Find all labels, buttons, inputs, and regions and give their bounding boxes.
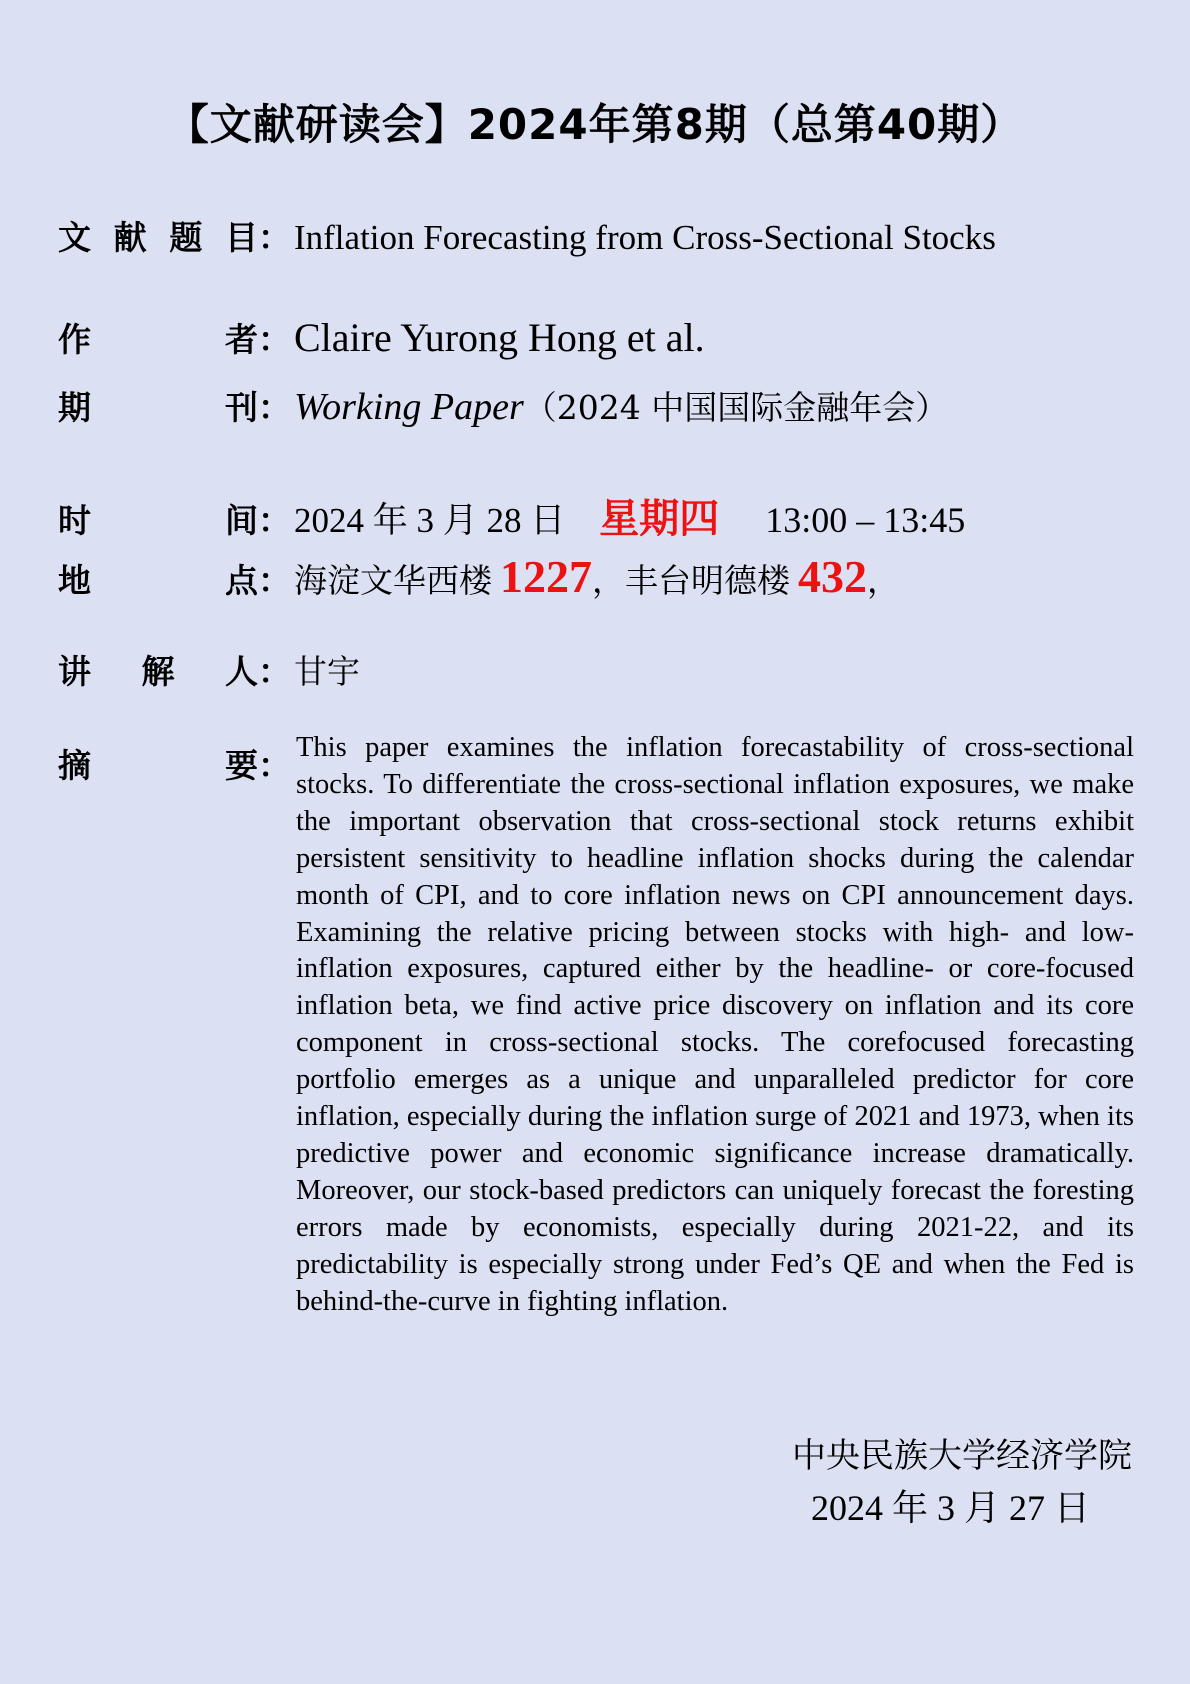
colon: ： bbox=[258, 652, 291, 691]
colon: ： bbox=[258, 388, 291, 427]
place-value bbox=[294, 550, 900, 603]
place-row bbox=[58, 550, 1138, 603]
page-title: 【文献研读会】2024年第8期（总第40期） bbox=[166, 100, 1024, 149]
topic-row bbox=[58, 212, 1138, 259]
hours-text: 13:00 – 13:45 bbox=[765, 500, 966, 540]
author-row bbox=[58, 314, 1138, 361]
time-value bbox=[294, 487, 965, 544]
colon: ： bbox=[258, 501, 291, 540]
speaker-value: 甘宇 bbox=[294, 652, 360, 691]
journal-value bbox=[294, 382, 948, 429]
speaker-row bbox=[58, 646, 1138, 693]
author-label: 作 者 bbox=[58, 320, 258, 359]
organization: 中央民族大学经济学院 bbox=[792, 1436, 1132, 1476]
time-row bbox=[58, 487, 1138, 544]
topic-value: Inflation Forecasting from Cross-Sectional Stocks bbox=[294, 218, 996, 257]
colon: ： bbox=[258, 746, 291, 785]
author-value: Claire Yurong Hong et al. bbox=[294, 315, 705, 360]
venue-name: 海淀文华西楼 bbox=[294, 561, 492, 600]
colon: ： bbox=[258, 218, 291, 257]
room-number: 432 bbox=[798, 551, 867, 602]
date-text: 2024 年 3 月 28 日 bbox=[294, 501, 566, 540]
abstract-text: This paper examines the inflation forecastability of cross-sectional stocks. To differentiate the cross-sectional inflation exposures, we make the important observation that cross-sectional stock returns exhibit persistent sensitivity to headline inflation shocks during the calendar month of CPI, and to core inflation news on CPI announcement days. Examining the relative pricing between stocks with high- and low-inflation exposures, captured either by the headline- or core-focused inflation beta, we find active price discovery on inflation and its core component in cross-sectional stocks. The corefocused forecasting portfolio emerges as a unique and unparalleled predictor for core inflation, especially during the inflation surge of 2021 and 1973, when its predictive power and economic significance increase dramatically. Moreover, our stock-based predictors can uniquely forecast the foresting errors made by economists, especially during 2021-22, and its predictability is especially strong under Fed’s QE and when the Fed is behind-the-curve in fighting inflation. bbox=[296, 732, 1134, 1317]
journal-label: 期 刊 bbox=[58, 388, 258, 427]
room-number: 1227 bbox=[500, 551, 592, 602]
place-end: ， bbox=[867, 561, 900, 600]
colon: ： bbox=[258, 320, 291, 359]
weekday-text: 星期四 bbox=[599, 496, 720, 542]
topic-label: 文 献 题 目 bbox=[58, 218, 258, 257]
abstract-label: 摘 要 bbox=[58, 746, 258, 785]
issue-date: 2024 年 3 月 27 日 bbox=[810, 1488, 1090, 1528]
journal-conference: （2024 中国国际金融年会） bbox=[523, 388, 949, 427]
colon: ： bbox=[258, 561, 291, 600]
journal-name: Working Paper bbox=[294, 386, 524, 428]
time-label: 时 间 bbox=[58, 501, 258, 540]
speaker-label: 讲 解 人 bbox=[58, 652, 258, 691]
place-label: 地 点 bbox=[58, 561, 258, 600]
venue-separator: ，丰台明德楼 bbox=[592, 561, 790, 600]
journal-row bbox=[58, 382, 1138, 429]
